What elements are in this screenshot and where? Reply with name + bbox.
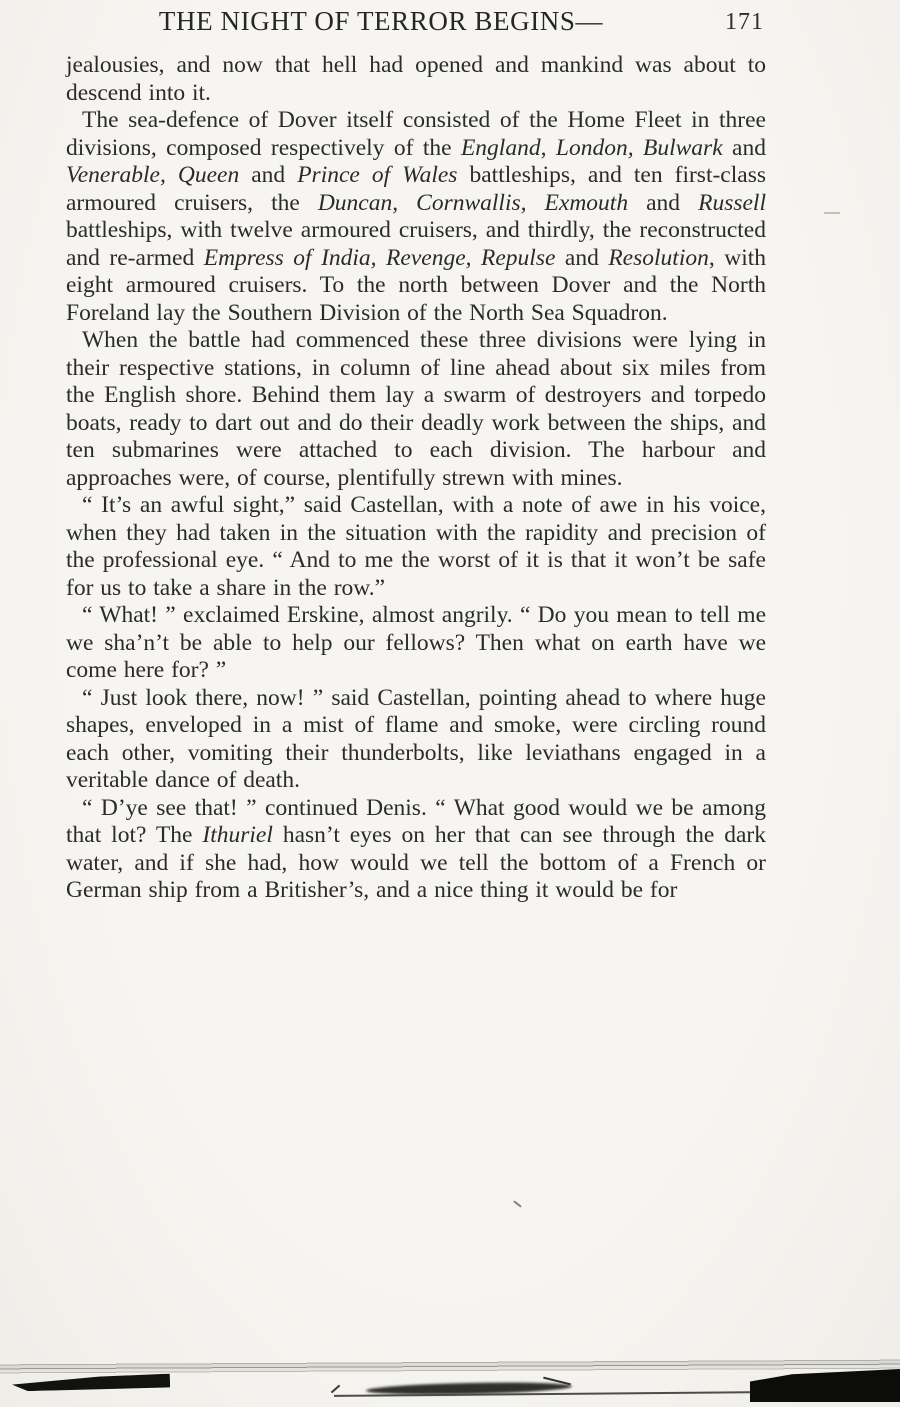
italic-run: England, London, Bulwark bbox=[460, 134, 723, 161]
italic-run: Venerable, Queen bbox=[66, 162, 240, 188]
italic-run: Empress of India, Revenge, Repulse bbox=[203, 244, 556, 271]
text-run: “ Just look there, now! ” said Castellan, pointing ahead to where huge shapes, enveloped in a mist of flame and smoke, were circling round each other, vomiting their thunderbolts, like leviathans engaged in a veritable dance of death. bbox=[66, 684, 766, 793]
paragraph bbox=[66, 795, 766, 905]
text-run: “ It’s an awful sight,” said Castellan, with a note of awe in his voice, when they had taken in the situation with the rapidity and precision of the professional eye. “ And to me the worst of it is that it won’t be safe for us to take a share in the row.” bbox=[66, 492, 766, 601]
page-number: 171 bbox=[725, 9, 764, 35]
text-run: battleships, and ten first-class armoured cruisers, the bbox=[66, 162, 766, 216]
paragraph bbox=[66, 492, 766, 602]
paragraph bbox=[66, 685, 766, 795]
text-run: jealousies, and now that hell had opened and mankind was about to descend into it. bbox=[66, 52, 766, 106]
scan-artifact-hook-left bbox=[331, 1385, 341, 1394]
scan-artifact-edge-band bbox=[0, 1358, 900, 1378]
text-run: and bbox=[239, 162, 298, 188]
paragraph bbox=[66, 327, 766, 492]
italic-run: Duncan, Cornwallis, Exmouth bbox=[317, 189, 629, 216]
text-run: battleships, with twelve armoured cruisers, and thirdly, the reconstructed and re-armed bbox=[66, 217, 766, 271]
scan-mark-edge-dash bbox=[824, 212, 840, 214]
text-run: and bbox=[628, 189, 699, 216]
italic-run: Ithuriel bbox=[202, 822, 273, 848]
scan-mark-tick bbox=[513, 1200, 521, 1207]
text-run: “ D’ye see that! ” continued Denis. “ What good would we be among that lot? The bbox=[66, 794, 766, 848]
italic-run: Russell bbox=[698, 189, 766, 216]
scan-artifact-right-ink-block bbox=[750, 1369, 900, 1402]
paragraph bbox=[66, 52, 766, 107]
text-run: hasn’t eyes on her that can see through the dark water, and if she had, how would we tell the bottom of a French or German ship from a Britisher’s, and a nice thing it would be for bbox=[66, 822, 766, 903]
page-header bbox=[66, 6, 766, 42]
text-run: , with eight armoured cruisers. To the north between Dover and the North Foreland lay the Southern Division of the North Sea Squadron. bbox=[66, 244, 767, 326]
italic-run: Prince of Wales bbox=[297, 162, 458, 188]
paragraph bbox=[66, 107, 766, 327]
page-body bbox=[66, 52, 766, 905]
text-run: When the battle had commenced these three divisions were lying in their respective stations, in column of line ahead about six miles from the English shore. Behind them lay a swarm of destroyers and torpedo boats, ready to dart out and do their deadly work between the ships, and ten submarines were attached to each division. The harbour and approaches were, of course, plentifully strewn with mines. bbox=[66, 327, 766, 491]
text-run: and bbox=[722, 134, 766, 161]
paragraph bbox=[66, 602, 766, 685]
text-run: and bbox=[555, 244, 609, 271]
running-title: THE NIGHT OF TERROR BEGINS— bbox=[158, 6, 604, 36]
text-run: The sea-defence of Dover itself consisted of the Home Fleet in three divisions, composed respectively of the bbox=[66, 107, 766, 161]
italic-run: Resolution bbox=[608, 244, 709, 271]
text-run: “ What! ” exclaimed Erskine, almost angrily. “ Do you mean to tell me we sha’n’t be able to help our fellows? Then what on earth have we come here for? ” bbox=[66, 602, 766, 683]
